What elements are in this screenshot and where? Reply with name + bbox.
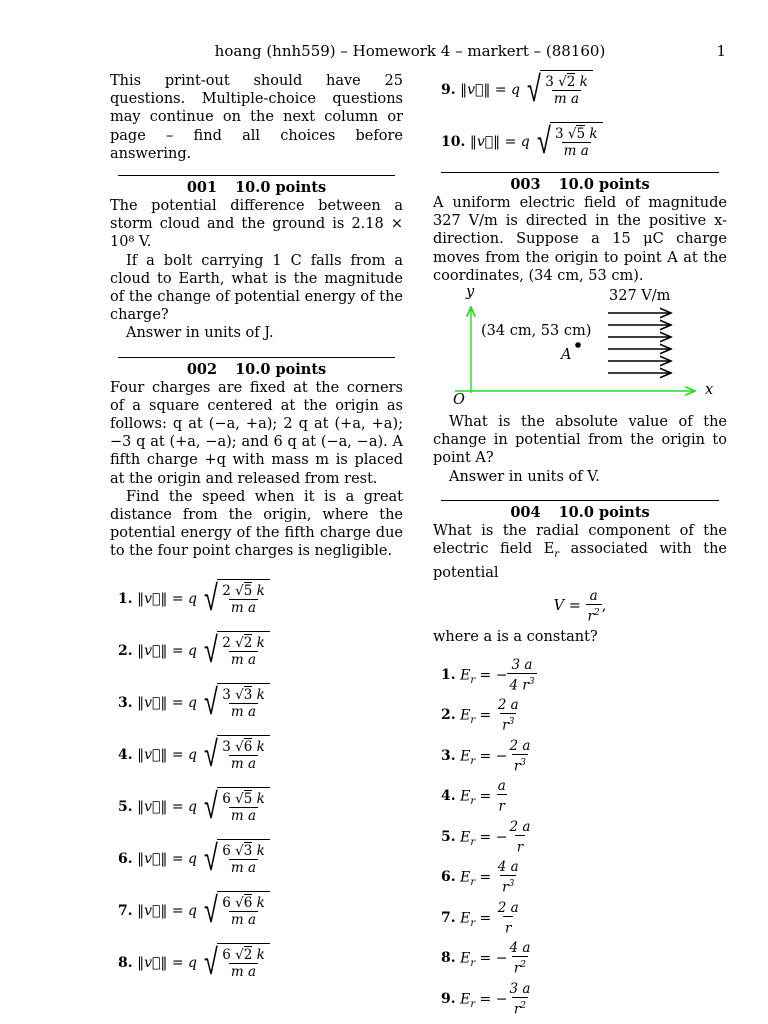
choice-formula xyxy=(137,735,270,775)
fraction-numerator: 2 a xyxy=(509,818,531,835)
sqrt-sign: √ xyxy=(204,837,219,879)
sqrt-sign: √ xyxy=(204,681,219,723)
fraction xyxy=(220,947,267,980)
equals-sign: = xyxy=(479,666,492,683)
inner-sqrt-sign: √ xyxy=(230,790,244,807)
denominator-base: 4 r xyxy=(509,677,529,694)
denominator-power: 3 xyxy=(508,717,515,728)
question-points: 10.0 points xyxy=(235,360,327,378)
choice-formula xyxy=(460,738,532,775)
denominator-power: 2 xyxy=(520,960,527,971)
choice-formula xyxy=(460,819,532,856)
inner-radicand: 5 xyxy=(243,582,253,599)
field-figure xyxy=(433,285,727,413)
eq-fraction xyxy=(586,588,602,625)
q004-choices xyxy=(433,647,727,1018)
fraction-numerator xyxy=(220,635,267,651)
q003-answer-units: Answer in units of V. xyxy=(449,468,600,485)
constant-k: k xyxy=(256,790,265,807)
constant-k: k xyxy=(256,634,265,651)
choice-formula xyxy=(460,940,532,977)
choice-number: 3. xyxy=(441,747,456,764)
formula-lhs-sub: r xyxy=(470,877,476,889)
fraction-denominator: m a xyxy=(230,911,257,928)
sqrt-sign: √ xyxy=(537,121,551,162)
question-number: 004 xyxy=(510,503,541,521)
sqrt-expression xyxy=(201,891,269,931)
formula-lhs: ‖v⃗‖ = q xyxy=(137,902,197,919)
coefficient: 6 xyxy=(222,842,231,859)
inner-sqrt-sign: √ xyxy=(553,74,567,90)
eq-den-base: r xyxy=(587,608,594,625)
fraction-denominator xyxy=(500,713,516,734)
answer-choice[interactable] xyxy=(441,657,537,695)
fraction-numerator xyxy=(553,126,600,142)
fraction-numerator: 3 a xyxy=(511,656,533,673)
formula-lhs-sub: r xyxy=(470,917,476,929)
inner-sqrt-sign: √ xyxy=(230,634,244,651)
constant-k: k xyxy=(256,842,265,859)
coefficient: 6 xyxy=(222,894,231,911)
answer-choice[interactable] xyxy=(118,683,270,727)
fraction-denominator: m a xyxy=(230,963,257,980)
sqrt-sign: √ xyxy=(204,941,219,983)
q002-choices-continued xyxy=(433,69,727,172)
fraction-denominator xyxy=(512,997,528,1018)
fraction xyxy=(220,791,267,824)
formula-lhs-sub: r xyxy=(470,836,476,848)
fraction-numerator xyxy=(220,583,267,599)
sign: − xyxy=(495,990,508,1007)
constant-k: k xyxy=(256,582,265,599)
q004-text-1a: What is the radial component of the electric field E xyxy=(433,522,727,558)
fraction xyxy=(507,819,532,856)
radicand xyxy=(217,839,270,879)
fraction-denominator: m a xyxy=(230,599,257,616)
coefficient: 6 xyxy=(222,790,231,807)
divider xyxy=(441,500,719,501)
left-column xyxy=(110,72,403,981)
inner-radicand: 2 xyxy=(243,946,253,963)
fraction-numerator: 3 a xyxy=(509,980,531,997)
radicand xyxy=(550,122,603,162)
equals-sign: = xyxy=(479,990,492,1007)
fraction xyxy=(220,687,267,720)
fraction-denominator xyxy=(500,875,516,896)
choice-formula xyxy=(460,697,521,734)
formula-lhs: ‖v⃗‖ = q xyxy=(137,642,197,659)
formula-lhs: ‖v⃗‖ = q xyxy=(460,82,520,98)
fraction xyxy=(543,74,590,107)
sqrt-sign: √ xyxy=(204,785,219,827)
sqrt-expression xyxy=(201,631,269,671)
sqrt-expression xyxy=(201,943,269,983)
q003-text-2: What is the absolute value of the change in potential from the origin to point A? xyxy=(433,414,727,467)
sqrt-sign: √ xyxy=(204,733,219,775)
fraction-denominator xyxy=(515,835,525,856)
origin-label: O xyxy=(453,392,465,409)
y-axis-label: y xyxy=(466,284,475,301)
intro-text: This print-out should have 25 questions. Multiple-choice questions may continue on the next column or page – find all choices before answering. xyxy=(110,73,403,162)
denominator-power: 3 xyxy=(508,879,515,890)
denominator-power: 2 xyxy=(520,1000,527,1011)
equals-sign: = xyxy=(479,869,492,886)
formula-lhs: E xyxy=(460,707,471,724)
formula-lhs-sub: r xyxy=(470,998,476,1010)
q002-text-1: Four charges are fixed at the corners of a square centered at the origin as follows: q at (−a, +a); 2 q at (+a, +a); −3 q at (+a, −a); and 6 q at (−a, −a). A fifth charge +q with mass m is placed at the origin and released from rest. xyxy=(110,379,403,487)
fraction-numerator xyxy=(220,687,267,703)
choice-number: 7. xyxy=(441,909,456,926)
point-coords-label: (34 cm, 53 cm) xyxy=(481,323,592,340)
choice-formula xyxy=(137,891,270,931)
formula-lhs: E xyxy=(460,990,471,1007)
equals-sign: = xyxy=(479,747,492,764)
sqrt-sign: √ xyxy=(527,69,542,110)
fraction-numerator xyxy=(220,739,267,755)
choice-number: 6. xyxy=(118,850,133,867)
denominator-base: r xyxy=(513,758,521,775)
choice-formula xyxy=(460,859,521,896)
fraction xyxy=(220,739,267,772)
denominator-base: r xyxy=(516,839,524,856)
divider xyxy=(441,172,719,173)
formula-lhs: E xyxy=(460,950,471,967)
potential-equation: V = $\frac{a}{r^2}$ , xyxy=(553,588,607,625)
fraction-numerator: 2 a xyxy=(497,899,519,916)
q004-text-1-sub: r xyxy=(554,548,560,560)
answer-choice[interactable] xyxy=(118,579,270,623)
sign: − xyxy=(495,950,508,967)
formula-lhs: E xyxy=(460,747,471,764)
question-number: 001 xyxy=(186,179,218,197)
radicand xyxy=(217,579,270,619)
radicand xyxy=(217,943,270,983)
answer-choice[interactable] xyxy=(118,631,270,675)
q001-text-1: The potential difference between a storm cloud and the ground is 2.18 × 10⁸ V. xyxy=(110,198,403,251)
coefficient: 6 xyxy=(222,946,231,963)
constant-k: k xyxy=(256,894,265,911)
fraction xyxy=(496,778,508,815)
formula-lhs: E xyxy=(460,909,471,926)
fraction-denominator: m a xyxy=(553,91,580,107)
equals-sign: = xyxy=(479,828,492,845)
divider xyxy=(118,175,395,176)
choice-number: 10. xyxy=(441,133,466,150)
radicand xyxy=(217,787,270,827)
denominator-base: r xyxy=(502,717,509,734)
fraction xyxy=(220,895,267,928)
point-a-dot xyxy=(575,342,581,348)
divider xyxy=(118,357,395,358)
choice-formula xyxy=(460,657,536,694)
choice-formula xyxy=(137,839,270,879)
answer-choice[interactable] xyxy=(441,778,508,816)
constant-k: k xyxy=(256,686,265,703)
choice-number: 4. xyxy=(118,746,133,763)
choice-formula xyxy=(460,900,521,937)
denominator-base: r xyxy=(513,960,521,977)
inner-sqrt-sign: √ xyxy=(230,842,244,859)
fraction-denominator: m a xyxy=(230,755,257,772)
field-lines xyxy=(608,313,671,373)
sqrt-sign: √ xyxy=(204,889,219,931)
radicand xyxy=(540,70,593,110)
fraction xyxy=(507,657,536,694)
fraction xyxy=(507,981,532,1018)
choice-number: 1. xyxy=(441,666,456,683)
choice-number: 8. xyxy=(118,954,133,971)
header-title: hoang (hnh559) – Homework 4 – markert – (88160) xyxy=(214,42,606,60)
field-magnitude-label: 327 V/m xyxy=(609,288,671,305)
choice-number: 8. xyxy=(441,950,456,967)
inner-sqrt-sign: √ xyxy=(230,686,244,703)
point-a-label: A xyxy=(561,347,572,364)
formula-lhs: E xyxy=(460,828,471,845)
sqrt-expression xyxy=(201,579,269,619)
sqrt-expression xyxy=(524,70,592,110)
sqrt-expression xyxy=(201,735,269,775)
formula-lhs-sub: r xyxy=(470,755,476,767)
fraction-denominator xyxy=(512,754,528,775)
fraction-numerator: 2 a xyxy=(509,737,531,754)
formula-lhs: E xyxy=(460,666,471,683)
question-points: 10.0 points xyxy=(235,179,327,197)
page-header xyxy=(0,42,768,62)
radicand xyxy=(217,683,270,723)
eq-lhs: V = xyxy=(553,598,581,615)
page-number: 1 xyxy=(716,42,726,60)
choice-number: 1. xyxy=(118,590,133,607)
q004-text-2: where a is a constant? xyxy=(433,629,598,646)
x-axis-label: x xyxy=(705,382,714,399)
answer-choice[interactable] xyxy=(441,859,521,897)
fraction-denominator: m a xyxy=(230,651,257,668)
fraction-numerator: 4 a xyxy=(497,859,519,876)
answer-choice[interactable] xyxy=(118,943,270,987)
field-diagram xyxy=(433,285,727,413)
equals-sign: = xyxy=(479,950,492,967)
inner-radicand: 6 xyxy=(243,894,253,911)
fraction xyxy=(496,859,521,896)
equals-sign: = xyxy=(479,909,492,926)
q002-text-2: Find the speed when it is a great distance from the origin, where the potential energy of the fifth charge due to the four point charges is negligible. xyxy=(110,488,403,560)
question-header-002 xyxy=(110,361,403,379)
fraction-denominator: m a xyxy=(230,859,257,876)
choice-formula xyxy=(137,631,270,671)
denominator-base: r xyxy=(513,1001,521,1018)
answer-choice[interactable] xyxy=(441,738,532,776)
formula-lhs: ‖v⃗‖ = q xyxy=(137,694,197,711)
eq-denominator xyxy=(586,604,602,625)
fraction xyxy=(553,126,600,159)
fraction-numerator: a xyxy=(497,778,506,795)
fraction-numerator: 2 a xyxy=(497,697,519,714)
sqrt-expression xyxy=(534,122,602,162)
sqrt-expression xyxy=(201,839,269,879)
sqrt-expression xyxy=(201,787,269,827)
eq-den-power: 2 xyxy=(593,608,600,619)
sqrt-sign: √ xyxy=(204,629,219,671)
formula-lhs: ‖v⃗‖ = q xyxy=(137,798,197,815)
formula-lhs-sub: r xyxy=(470,958,476,970)
choice-number: 6. xyxy=(441,869,456,886)
choice-number: 5. xyxy=(118,798,133,815)
sqrt-sign: √ xyxy=(204,577,219,619)
formula-lhs: ‖v⃗‖ = q xyxy=(137,850,197,867)
fraction-denominator xyxy=(497,794,507,815)
inner-sqrt-sign: √ xyxy=(230,946,244,963)
fraction xyxy=(496,900,521,937)
question-header-003 xyxy=(433,176,727,194)
inner-radicand: 5 xyxy=(243,790,253,807)
coefficient: 3 xyxy=(222,686,231,703)
formula-lhs: ‖v⃗‖ = q xyxy=(137,746,197,763)
q004-text-1 xyxy=(433,522,727,583)
inner-sqrt-sign: √ xyxy=(563,126,577,142)
denominator-power: 3 xyxy=(528,676,535,687)
inner-radicand: 2 xyxy=(566,74,576,90)
choice-number: 4. xyxy=(441,788,456,805)
choice-formula xyxy=(460,70,593,110)
answer-choice[interactable] xyxy=(441,819,532,857)
choice-formula xyxy=(137,579,270,619)
coefficient: 3 xyxy=(554,126,564,142)
q003-text-1: A uniform electric field of magnitude 327 V/m is directed in the positive x-direction. Suppose a 15 μC charge moves from the origin to point A at the coordinates, (34 cm, 53 cm). xyxy=(433,195,727,284)
choice-number: 3. xyxy=(118,694,133,711)
question-points: 10.0 points xyxy=(558,503,650,521)
choice-number: 2. xyxy=(441,707,456,724)
fraction-denominator: m a xyxy=(563,143,589,159)
right-column xyxy=(433,69,727,1018)
coefficient: 2 xyxy=(222,582,231,599)
fraction-numerator: 4 a xyxy=(509,940,531,957)
choice-number: 5. xyxy=(441,828,456,845)
constant-k: k xyxy=(579,74,588,90)
choice-formula xyxy=(137,787,270,827)
denominator-base: r xyxy=(502,879,509,896)
inner-radicand: 3 xyxy=(243,686,253,703)
formula-lhs: ‖v⃗‖ = q xyxy=(469,134,530,150)
q001-text-2: If a bolt carrying 1 C falls from a cloud to Earth, what is the magnitude of the change of potential energy of the charge? xyxy=(110,252,403,324)
choice-formula xyxy=(460,778,508,815)
formula-lhs-sub: r xyxy=(470,715,476,727)
answer-choice[interactable] xyxy=(441,900,521,938)
q002-choices xyxy=(110,561,403,981)
constant-k: k xyxy=(256,946,265,963)
answer-choice[interactable] xyxy=(441,122,603,166)
denominator-base: r xyxy=(498,798,505,815)
coefficient: 3 xyxy=(545,74,554,90)
sign: − xyxy=(495,666,508,683)
formula-lhs: ‖v⃗‖ = q xyxy=(137,590,197,607)
answer-choice[interactable] xyxy=(118,787,270,831)
coefficient: 3 xyxy=(222,738,231,755)
formula-lhs: E xyxy=(460,869,471,886)
fraction-denominator xyxy=(507,673,536,694)
fraction-denominator xyxy=(512,956,528,977)
fraction-numerator xyxy=(220,843,267,859)
question-header-004 xyxy=(433,504,727,522)
formula-lhs-sub: r xyxy=(470,796,476,808)
equals-sign: = xyxy=(479,707,492,724)
answer-choice[interactable] xyxy=(441,981,532,1019)
coefficient: 2 xyxy=(222,634,231,651)
fraction-numerator xyxy=(543,74,590,90)
choice-number: 2. xyxy=(118,642,133,659)
inner-sqrt-sign: √ xyxy=(230,894,244,911)
formula-lhs: E xyxy=(460,788,471,805)
inner-radicand: 5 xyxy=(576,126,586,142)
inner-radicand: 3 xyxy=(243,842,253,859)
sign: − xyxy=(495,747,508,764)
radicand xyxy=(217,735,270,775)
inner-sqrt-sign: √ xyxy=(230,738,244,755)
choice-number: 7. xyxy=(118,902,133,919)
question-header-001 xyxy=(110,179,403,197)
equals-sign: = xyxy=(479,788,492,805)
answer-choice[interactable] xyxy=(441,940,532,978)
answer-choice[interactable] xyxy=(441,697,521,735)
sqrt-expression xyxy=(201,683,269,723)
inner-radicand: 6 xyxy=(243,738,253,755)
denominator-power: 3 xyxy=(520,757,527,768)
inner-sqrt-sign: √ xyxy=(230,582,244,599)
q004-text-1b: associated with the potential xyxy=(433,541,727,582)
fraction-denominator: m a xyxy=(230,703,257,720)
choice-formula xyxy=(137,683,270,723)
fraction xyxy=(507,738,532,775)
formula-lhs: ‖v⃗‖ = q xyxy=(137,954,197,971)
fraction-numerator xyxy=(220,947,267,963)
fraction-denominator xyxy=(503,916,513,937)
fraction-numerator xyxy=(220,791,267,807)
eq-numerator: a xyxy=(589,588,598,605)
choice-formula xyxy=(460,981,532,1018)
choice-formula xyxy=(137,943,270,983)
fraction xyxy=(496,697,521,734)
formula-lhs-sub: r xyxy=(470,674,476,686)
constant-k: k xyxy=(256,738,265,755)
radicand xyxy=(217,891,270,931)
fraction xyxy=(220,635,267,668)
answer-choice[interactable] xyxy=(441,70,593,114)
sign: − xyxy=(495,828,508,845)
fraction xyxy=(220,843,267,876)
answer-choice[interactable] xyxy=(118,735,270,779)
fraction-denominator: m a xyxy=(230,807,257,824)
inner-radicand: 2 xyxy=(243,634,253,651)
question-number: 002 xyxy=(186,360,218,378)
denominator-base: r xyxy=(504,920,512,937)
fraction-numerator xyxy=(220,895,267,911)
answer-choice[interactable] xyxy=(118,839,270,883)
question-number: 003 xyxy=(510,176,541,193)
fraction xyxy=(507,940,532,977)
fraction xyxy=(220,583,267,616)
choice-formula xyxy=(470,122,603,162)
answer-choice[interactable] xyxy=(118,891,270,935)
radicand xyxy=(217,631,270,671)
choice-number: 9. xyxy=(441,81,456,98)
choice-number: 9. xyxy=(441,990,456,1007)
constant-k: k xyxy=(589,126,598,142)
q001-answer-units: Answer in units of J. xyxy=(126,325,274,342)
question-points: 10.0 points xyxy=(558,176,650,193)
